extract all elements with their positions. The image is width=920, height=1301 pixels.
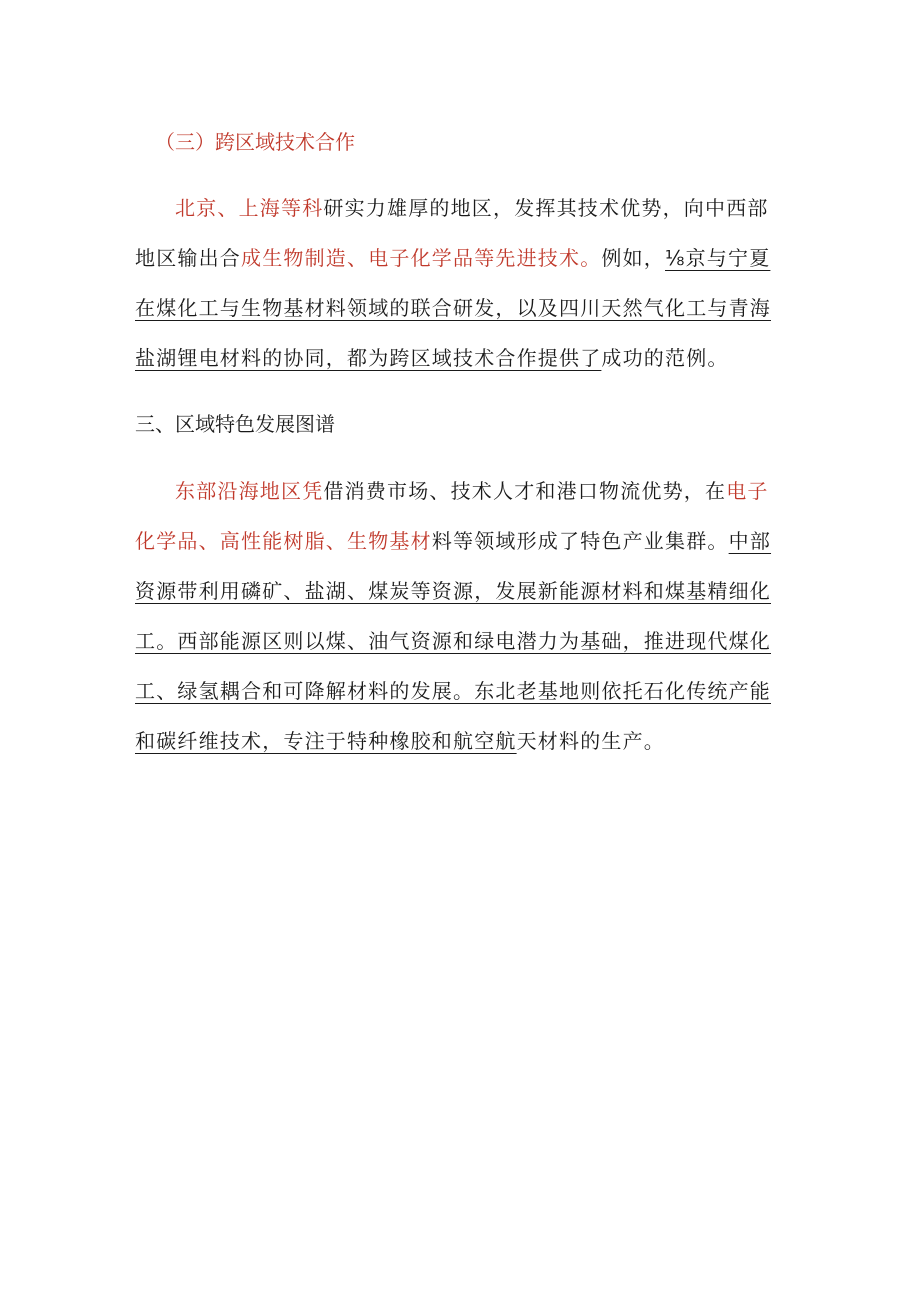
body-text: 例如， — [601, 246, 666, 270]
underlined-text: 工。西部能源区则以煤、油气资源和绿电潜力为基础，推进现代煤化 — [135, 629, 771, 653]
body-text: 料等领域形成了特色产业集群。 — [431, 529, 729, 553]
underlined-text: 资源带利用磷矿、盐湖、煤炭等资源，发展新能源材料和煤基精细化 — [135, 579, 771, 603]
paragraph-line — [135, 566, 785, 616]
paragraph-line — [135, 716, 785, 766]
paragraph-line — [135, 183, 785, 233]
paragraph-line — [135, 283, 785, 333]
underlined-text: 在煤化工与生物基材料领域的联合研发，以及四川天然气化工与青海 — [135, 296, 771, 320]
body-text: 地区输出合 — [135, 246, 241, 270]
underlined-text: 盐湖锂电材料的协同，都为跨区域技术合作提供了 — [135, 346, 602, 370]
paragraph-line — [135, 666, 785, 716]
highlighted-text: 东部沿海地区凭 — [175, 479, 324, 503]
underlined-text: ⅛京与宁夏 — [665, 246, 771, 270]
body-text: 成功的范例。 — [601, 346, 729, 370]
paragraph-regional-features — [135, 466, 785, 766]
highlighted-text: 电子 — [726, 479, 769, 503]
section-heading-regional-features: 三、区域特色发展图谱 — [135, 412, 335, 436]
underlined-text: 和碳纤维技术，专注于特种橡胶和航空航 — [135, 729, 517, 753]
body-text: 研实力雄厚的地区，发挥其技术优势，向中西部 — [323, 196, 769, 220]
body-text: 借消费市场、技术人才和港口物流优势，在 — [323, 479, 727, 503]
underlined-text: 中部 — [728, 529, 772, 553]
underlined-text: 工、绿氢耦合和可降解材料的发展。东北老基地则依托石化传统产能 — [135, 679, 771, 703]
paragraph-line — [135, 233, 785, 283]
highlighted-text: 成生物制造、电子化学品等先进技术。 — [241, 246, 602, 270]
paragraph-line — [135, 616, 785, 666]
section-heading-cross-region: （三）跨区域技术合作 — [155, 130, 355, 154]
body-text: 天材料的生产。 — [516, 729, 666, 753]
paragraph-line — [135, 466, 785, 516]
paragraph-line — [135, 516, 785, 566]
paragraph-line — [135, 333, 785, 383]
highlighted-text: 化学品、高性能树脂、生物基材 — [135, 529, 432, 553]
paragraph-cross-region — [135, 183, 785, 383]
highlighted-text: 北京、上海等科 — [175, 196, 324, 220]
